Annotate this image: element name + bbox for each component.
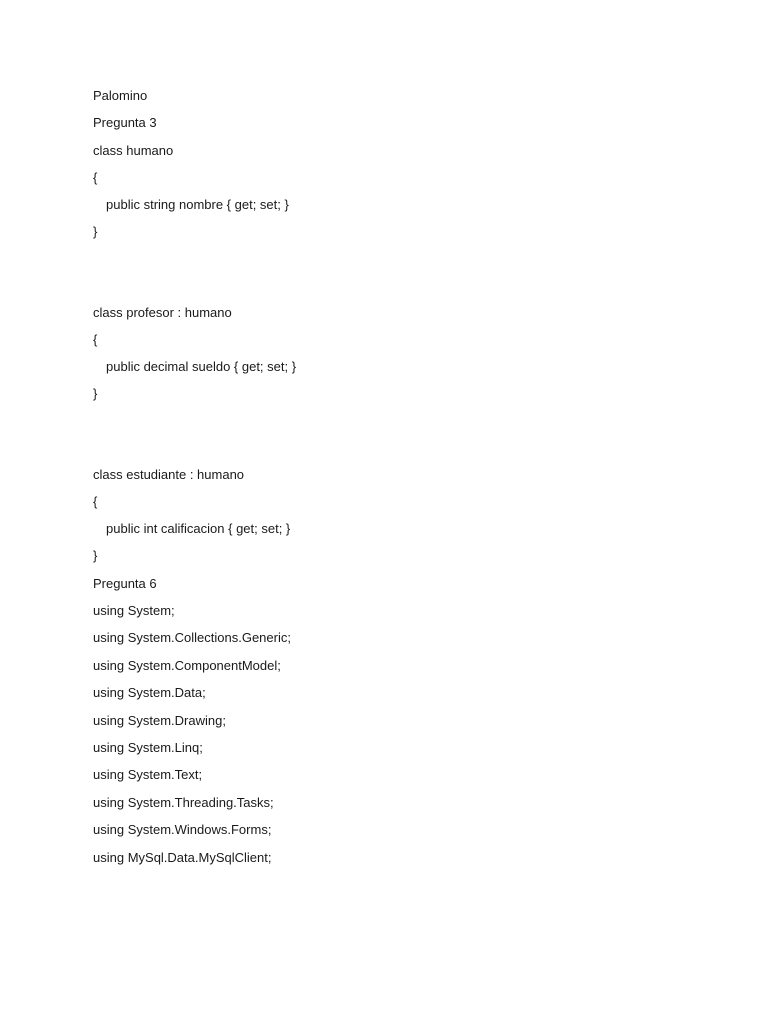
- class-humano-close-brace: }: [93, 224, 98, 239]
- question-3-heading: Pregunta 3: [93, 115, 157, 130]
- class-estudiante-member: public int calificacion { get; set; }: [106, 521, 291, 536]
- class-humano-member: public string nombre { get; set; }: [106, 197, 289, 212]
- using-statement: using System.Collections.Generic;: [93, 630, 291, 645]
- author-name: Palomino: [93, 88, 148, 103]
- using-statement: using System.Windows.Forms;: [93, 822, 272, 837]
- using-statement: using System.Linq;: [93, 740, 203, 755]
- class-estudiante-close-brace: }: [93, 548, 98, 563]
- class-estudiante-declaration: class estudiante : humano: [93, 467, 245, 482]
- class-estudiante-open-brace: {: [93, 494, 98, 509]
- class-humano-declaration: class humano: [93, 143, 174, 158]
- using-statement: using System.Drawing;: [93, 713, 226, 728]
- using-statement: using System.Data;: [93, 685, 206, 700]
- using-statement: using System.ComponentModel;: [93, 658, 281, 673]
- question-6-heading: Pregunta 6: [93, 576, 157, 591]
- class-profesor-open-brace: {: [93, 332, 98, 347]
- class-profesor-member: public decimal sueldo { get; set; }: [106, 359, 297, 374]
- using-statement: using System.Text;: [93, 767, 203, 782]
- class-profesor-declaration: class profesor : humano: [93, 305, 232, 320]
- using-statement: using System;: [93, 603, 175, 618]
- using-statement: using MySql.Data.MySqlClient;: [93, 850, 272, 865]
- class-humano-open-brace: {: [93, 170, 98, 185]
- using-statement: using System.Threading.Tasks;: [93, 795, 274, 810]
- class-profesor-close-brace: }: [93, 386, 98, 401]
